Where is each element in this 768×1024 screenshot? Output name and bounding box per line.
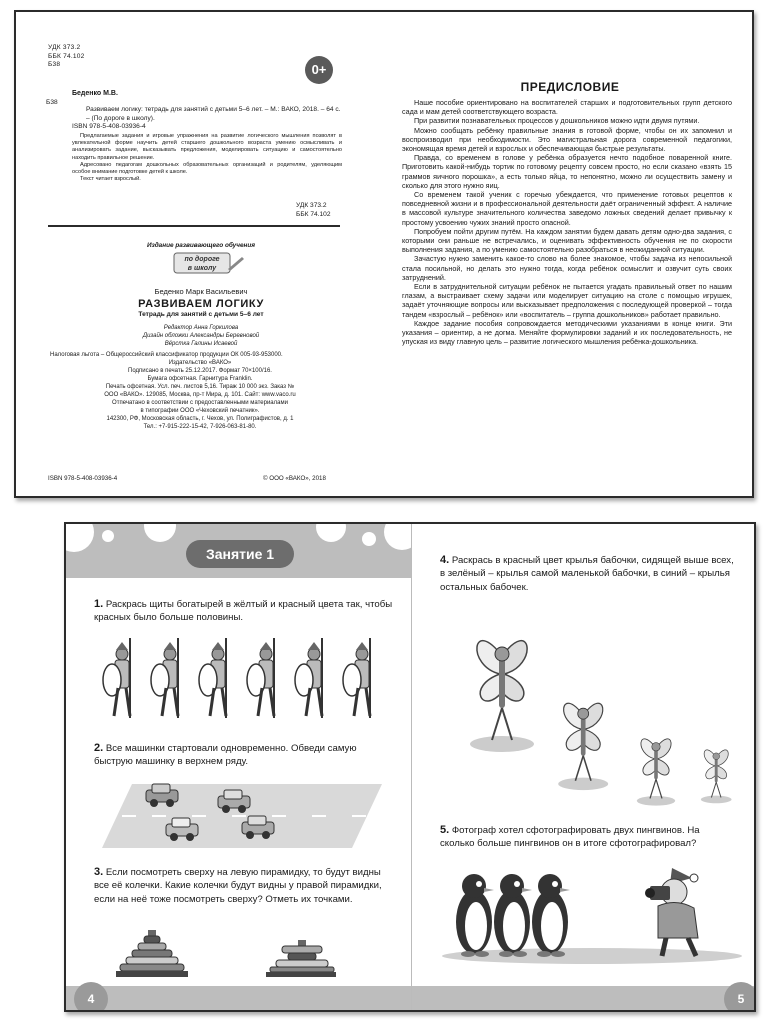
race-track-illustration <box>102 780 382 852</box>
title-spread <box>14 10 754 498</box>
author-full-name: Беденко Марк Васильевич <box>154 287 248 296</box>
preface-paragraph: Наше пособие ориентировано на воспитателей старших и подготовительных групп детского сада и мам детей соответствующего возраста. <box>402 98 732 117</box>
penguin-figure <box>494 874 532 957</box>
knight-figure <box>103 638 130 718</box>
bbk-code: ББК 74.102 <box>48 52 85 60</box>
task-1 <box>94 598 394 625</box>
bibliographic-record <box>72 106 342 123</box>
penguins-illustration <box>442 864 742 964</box>
decor-bubble <box>66 524 94 552</box>
preface-title: ПРЕДИСЛОВИЕ <box>520 80 620 94</box>
preface-paragraph: Можно сообщать ребёнку правильные знания в готовой форме, чтобы он их запомнил и воспроизводил при необходимости. Это магистральная дорога современной педагогики, экономящая время детей и взрослых и обеспечивающая быстрые результаты. <box>402 125 732 154</box>
footer-band <box>66 986 411 1010</box>
preface-paragraph: Со временем такой ученик с горечью убеждается, что применение готовых рецептов к повседневной жизни и в профессиональной деятельности даёт ограниченный эффект. А наличие в массовой культуре значительного количества заведомо ложных сведений делает привычку к простому усвоению чужих знаний просто опасной. <box>402 190 732 227</box>
imprint-details <box>50 351 350 431</box>
credits <box>16 324 386 348</box>
imprint-line: Печать офсетная. Усл. печ. листов 5,16. Тираж 10 000 экз. Заказ № <box>105 384 295 390</box>
task-text: Раскрась щиты богатырей в жёлтый и красный цвета так, чтобы красных было больше половины. <box>94 599 393 624</box>
butterfly-figure <box>637 739 675 806</box>
preface-paragraph: Каждое задание пособия сопровождается методическими указаниями в конце книги. Эти указания – ориентир, а не догма. Меняйте формулировки заданий и их последовательность, не упуская из виду главную цель – развитие логического мышления ребёнка-дошкольника. <box>402 318 732 347</box>
credit-layout: Вёрстка Галины Исаевой <box>164 341 238 347</box>
task-text: Все машинки стартовали одновременно. Обведи самую быструю машинку в верхнем ряду. <box>94 743 357 768</box>
bbk-code: ББК 74.102 <box>296 210 331 218</box>
task-number: 2. <box>94 742 104 754</box>
pyramid-right <box>266 940 336 977</box>
pyramids-illustration <box>116 926 336 986</box>
series-logo <box>166 251 246 275</box>
task-number: 1. <box>94 598 104 610</box>
page-5 <box>411 524 754 1010</box>
annotation-paragraph: Предлагаемые задания и игровые упражнения на развитие логического мышления позволят в увлекательной форме научить детей старшего дошкольного возраста умению осмысливать и анализировать задание, высказывать предложения, моделировать ситуацию и самостоятельно находить правильное решение. <box>72 133 342 161</box>
series-logo-line2: в школу <box>187 265 217 272</box>
task-4 <box>440 554 736 594</box>
isbn-line: ISBN 978-5-408-03936-4 <box>72 123 146 130</box>
page-number-left: 4 <box>74 982 108 1010</box>
butterfly-figure <box>701 750 732 803</box>
knights-illustration <box>98 636 390 724</box>
imprint-line: 142300, РФ, Московская область, г. Чехов, ул. Полиграфистов, д. 1 <box>106 416 294 422</box>
author-heading: Беденко М.В. <box>72 90 118 97</box>
task-number: 3. <box>94 866 104 878</box>
annotation <box>72 133 342 183</box>
penguin-figure <box>456 874 494 957</box>
task-text: Если посмотреть сверху на левую пирамидку, то будут видны все её колечки. Какие колечки будут видны у правой пирамидки, если на неё тоже посмотреть сверху? Отметь их точками. <box>94 867 382 905</box>
annotation-paragraph: Текст читает взрослый. <box>80 176 141 183</box>
imprint-line: в типографии ООО «Чеховский печатник». <box>140 408 260 414</box>
decor-bubble <box>384 524 411 550</box>
task-5 <box>440 824 736 851</box>
knight-figure <box>343 638 370 718</box>
decor-bubble <box>144 524 176 542</box>
knight-figure <box>247 638 274 718</box>
lesson-title: Занятие 1 <box>205 546 275 562</box>
task-3 <box>94 866 390 906</box>
author-mark: Б38 <box>48 61 61 69</box>
copyright: © ООО «ВАКО», 2018 <box>263 475 326 482</box>
task-text: Раскрась в красный цвет крылья бабочки, сидящей выше всех, в зелёный – крылья самой маленькой бабочки, в синий – крылья остальных бабочек. <box>440 555 734 593</box>
age-rating-badge: 0+ <box>305 56 333 84</box>
imprint-line: Издательство «ВАКО» <box>168 360 232 366</box>
udk-right-block <box>296 202 331 219</box>
imprint-line: ООО «ВАКО». 129085, Москва, пр-т Мира, д. 101. Сайт: www.vaco.ru <box>104 392 296 398</box>
udk-block <box>48 44 85 70</box>
task-2 <box>94 742 394 769</box>
butterfly-figure <box>558 703 608 790</box>
catalog-code: Б38 <box>46 99 58 106</box>
annotation-paragraph: Адресовано педагогам дошкольных образовательных организаций и родителям, уделяющим особое внимание подготовке детей к школе. <box>72 161 342 176</box>
book-subtitle: Тетрадь для занятий с детьми 5–6 лет <box>138 311 264 318</box>
series-logo-line1: по дороге <box>184 256 220 263</box>
credit-cover: Дизайн обложки Александры Беревновой <box>142 333 260 339</box>
preface-paragraph: Правда, со временем в голове у ребёнка образуется нечто подобное поваренной книге. Приготовить какой-нибудь тортик по готовому рецепту совсем просто, но если сказано «взять 15 граммов яичного порошка», а есть только яйца, то непонятно, можно ли осуществить замену и сколько для этого нужно яиц. <box>402 153 732 190</box>
lesson-spread <box>64 522 756 1012</box>
task-text: Фотограф хотел сфотографировать двух пингвинов. На сколько больше пингвинов он в итоге сфотографировал? <box>440 825 700 850</box>
decor-bubble <box>102 530 114 542</box>
task-number: 5. <box>440 824 450 836</box>
udk-code: УДК 373.2 <box>48 44 81 51</box>
imprint-line: Подписано в печать 25.12.2017. Формат 70×100/16. <box>128 368 272 374</box>
imprint-line: Отпечатано в соответствии с предоставленными материалами <box>112 400 288 406</box>
book-title: РАЗВИВАЕМ ЛОГИКУ <box>138 298 264 310</box>
task-number: 4. <box>440 554 450 566</box>
preface-paragraph: Попробуем пойти другим путём. На каждом занятии будем давать детям одно-два задания, с которыми они раньше не встречались, и оценивать эффективность обучения не по скорости выполнения задания, а по умению самостоятельно разобраться в неожиданной ситуации. <box>402 226 732 255</box>
divider <box>48 225 340 227</box>
preface-paragraph: Если в затруднительной ситуации ребёнок не пытается угадать правильный ответ по нашим глазам, а выстраивает схему задачи или моделирует ситуацию на столе с помощью игрушек, задаёт уточняющие вопросы или высказывает предположения с последующей проверкой – тогда тандем «взрослый – ребёнок» или «воспитатель – группа дошкольников» работает правильно. <box>402 282 732 319</box>
preface-paragraph: При развитии познавательных процессов у дошкольников можно идти двумя путями. <box>414 116 700 126</box>
credit-editor: Редактор Анна Горкилова <box>163 325 239 331</box>
udk-code: УДК 373.2 <box>296 202 327 209</box>
pyramid-left <box>116 930 188 977</box>
preface-page <box>388 12 752 496</box>
biblio-text: Развиваем логику: тетрадь для занятий с детьми 5–6 лет. – М.: ВАКО, 2018. – 64 с. – (По дороге в школу). <box>86 106 341 122</box>
butterfly-figure <box>470 641 534 752</box>
imprint-line: Бумага офсетная. Гарнитура Franklin. <box>147 376 253 382</box>
page-number-right: 5 <box>724 982 754 1010</box>
preface-paragraph: Зачастую нужно заменить какое-то слово на более знакомое, чтобы задача из непосильной стала посильной, но делать это нужно тогда, когда ребёнок осмыслит и озвучит суть своих затруднений. <box>402 254 732 282</box>
isbn-bottom: ISBN 978-5-408-03936-4 <box>48 475 118 482</box>
penguin-figure <box>532 874 570 957</box>
imprint-line: Тел.: +7-915-222-15-42, 7-926-063-81-80. <box>143 424 257 430</box>
page-4 <box>66 524 411 1010</box>
decor-bubble <box>362 532 376 546</box>
footer-band <box>412 986 754 1010</box>
knight-figure <box>199 638 226 718</box>
photographer-figure <box>645 868 698 956</box>
knight-figure <box>295 638 322 718</box>
edition-label: Издание развивающего обучения <box>146 242 256 249</box>
decor-bubble <box>316 524 346 542</box>
imprint-page <box>16 12 386 496</box>
imprint-line: Налоговая льгота – Общероссийский классификатор продукции ОК 005-93-953000. <box>50 352 283 358</box>
preface-body <box>402 98 732 346</box>
knight-figure <box>151 638 178 718</box>
butterflies-illustration <box>452 606 742 806</box>
